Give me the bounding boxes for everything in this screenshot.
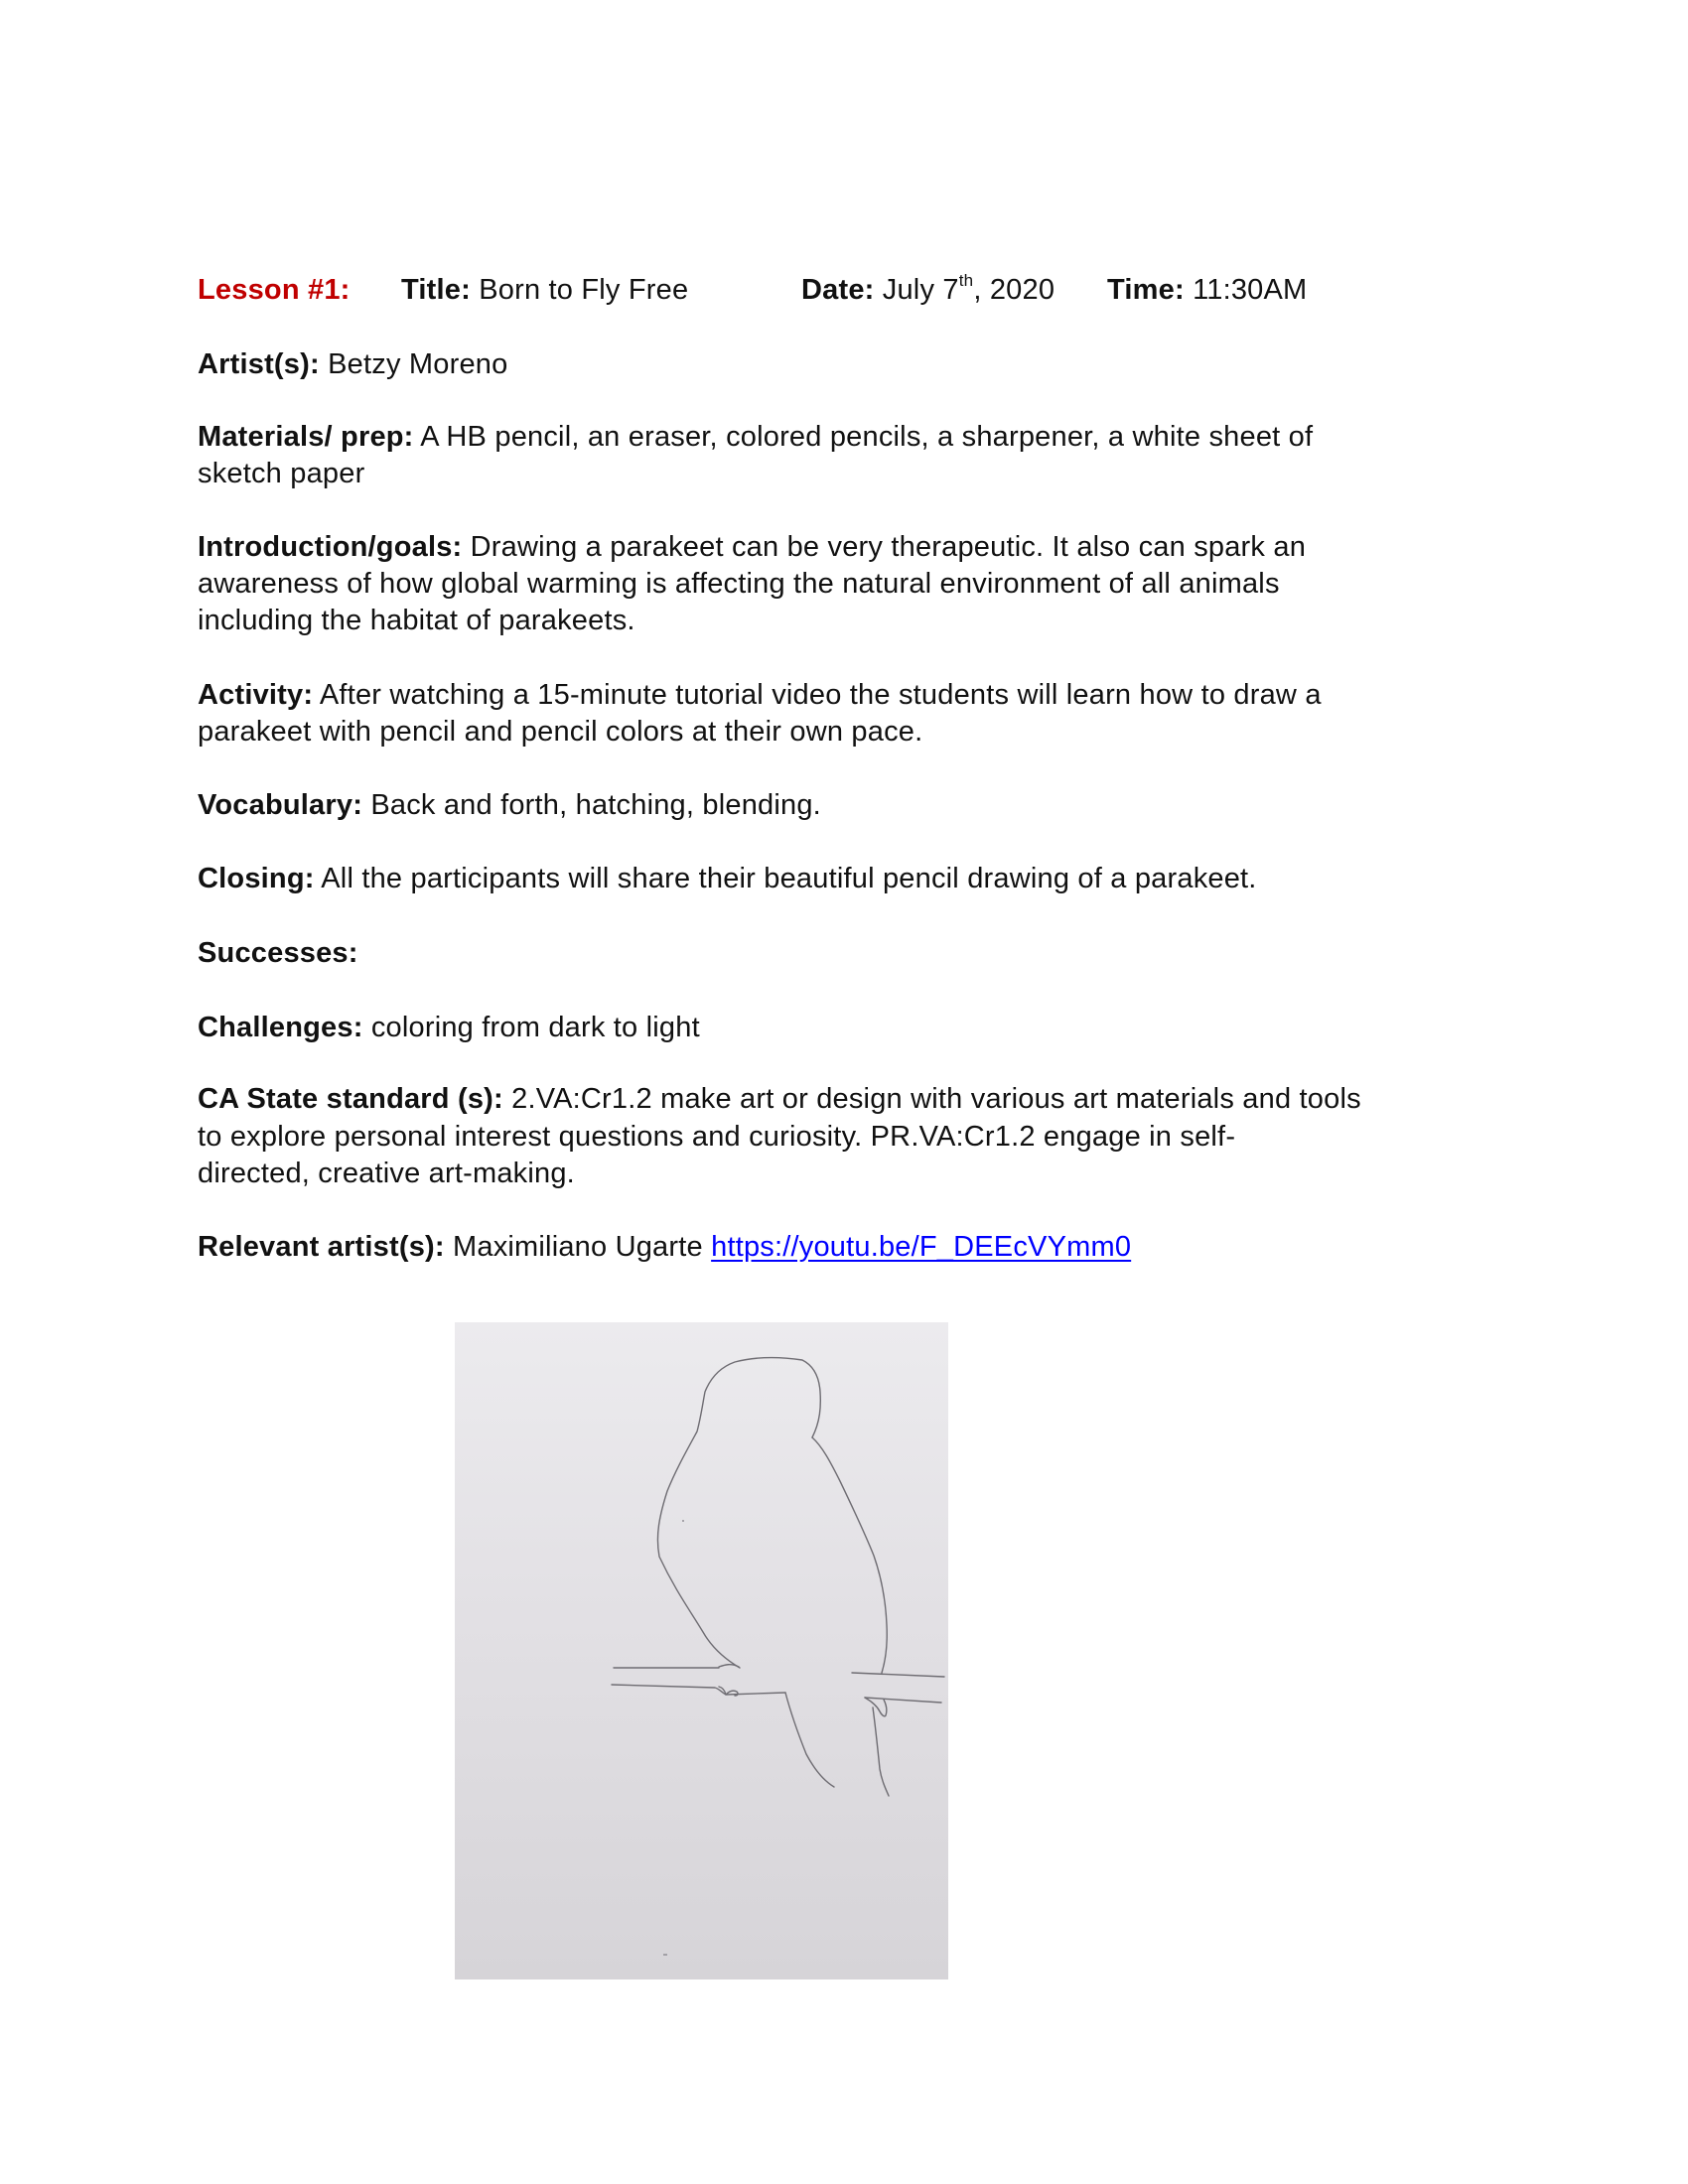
standards-text-line: directed, creative art-making. bbox=[198, 1158, 575, 1189]
activity-text-line: parakeet with pencil and pencil colors at their own pace. bbox=[198, 716, 923, 748]
bird-outline-left bbox=[657, 1358, 820, 1668]
materials-text-line: A HB pencil, an eraser, colored pencils, a sharpener, a white sheet of bbox=[420, 421, 1314, 453]
title-value: Born to Fly Free bbox=[479, 274, 689, 306]
time-value: 11:30AM bbox=[1193, 274, 1308, 306]
introduction-label: Introduction/goals: bbox=[198, 531, 463, 563]
successes-label: Successes: bbox=[198, 937, 358, 969]
artists-label: Artist(s): bbox=[198, 348, 320, 380]
pencil-dot bbox=[682, 1520, 684, 1522]
materials-text-line: sketch paper bbox=[198, 458, 365, 489]
challenges-row bbox=[198, 1010, 700, 1046]
introduction-text-line: including the habitat of parakeets. bbox=[198, 605, 635, 636]
bird-tail-right bbox=[873, 1707, 889, 1796]
branch-bottom-right bbox=[865, 1698, 941, 1703]
materials-label: Materials/ prep: bbox=[198, 421, 414, 453]
tutorial-video-link[interactable]: https://youtu.be/F_DEEcVYmm0 bbox=[711, 1231, 1132, 1263]
artists-value: Betzy Moreno bbox=[328, 348, 508, 380]
vocabulary-row bbox=[198, 787, 821, 824]
standards-label: CA State standard (s): bbox=[198, 1083, 503, 1115]
date-year: , 2020 bbox=[973, 274, 1055, 306]
bird-foot-right bbox=[865, 1698, 887, 1716]
closing-value: All the participants will share their beautiful pencil drawing of a parakeet. bbox=[321, 863, 1257, 894]
date-field bbox=[801, 272, 1055, 309]
lesson-number: Lesson #1: bbox=[198, 274, 351, 306]
closing-row bbox=[198, 861, 1257, 897]
relevant-artist-name: Maximiliano Ugarte bbox=[453, 1231, 703, 1263]
activity-row bbox=[198, 677, 1322, 714]
introduction-row bbox=[198, 529, 1306, 566]
bird-tail-left bbox=[785, 1693, 834, 1787]
time-label: Time: bbox=[1107, 274, 1185, 306]
vocabulary-label: Vocabulary: bbox=[198, 789, 363, 821]
closing-label: Closing: bbox=[198, 863, 315, 894]
branch-bottom-left bbox=[612, 1685, 785, 1695]
artists-row bbox=[198, 346, 507, 383]
date-ordinal-suffix: th bbox=[958, 271, 974, 291]
introduction-text-line: Drawing a parakeet can be very therapeutic. It also can spark an bbox=[470, 531, 1307, 563]
date-label: Date: bbox=[801, 274, 875, 306]
bird-foot-left bbox=[719, 1665, 739, 1696]
bird-outline-right bbox=[812, 1437, 887, 1673]
activity-label: Activity: bbox=[198, 679, 314, 711]
introduction-text-line: awareness of how global warming is affecting the natural environment of all animals bbox=[198, 568, 1280, 600]
standards-text-line: 2.VA:Cr1.2 make art or design with various art materials and tools bbox=[511, 1083, 1361, 1115]
standards-row bbox=[198, 1081, 1361, 1118]
challenges-value: coloring from dark to light bbox=[370, 1012, 700, 1043]
branch-top-right bbox=[852, 1673, 944, 1677]
successes-row bbox=[198, 935, 358, 972]
title-label: Title: bbox=[401, 274, 471, 306]
title-field bbox=[401, 272, 688, 309]
activity-text-line: After watching a 15-minute tutorial video the students will learn how to draw a bbox=[319, 679, 1322, 711]
standards-text-line: to explore personal interest questions and curiosity. PR.VA:Cr1.2 engage in self- bbox=[198, 1121, 1236, 1153]
challenges-label: Challenges: bbox=[198, 1012, 363, 1043]
parakeet-sketch-photo bbox=[455, 1322, 948, 1979]
vocabulary-value: Back and forth, hatching, blending. bbox=[370, 789, 821, 821]
materials-row bbox=[198, 419, 1313, 456]
relevant-artists-row bbox=[198, 1229, 1131, 1266]
relevant-artists-label: Relevant artist(s): bbox=[198, 1231, 445, 1263]
date-month-day: July 7 bbox=[882, 274, 959, 306]
parakeet-sketch-icon bbox=[455, 1322, 948, 1979]
time-field bbox=[1107, 272, 1307, 309]
